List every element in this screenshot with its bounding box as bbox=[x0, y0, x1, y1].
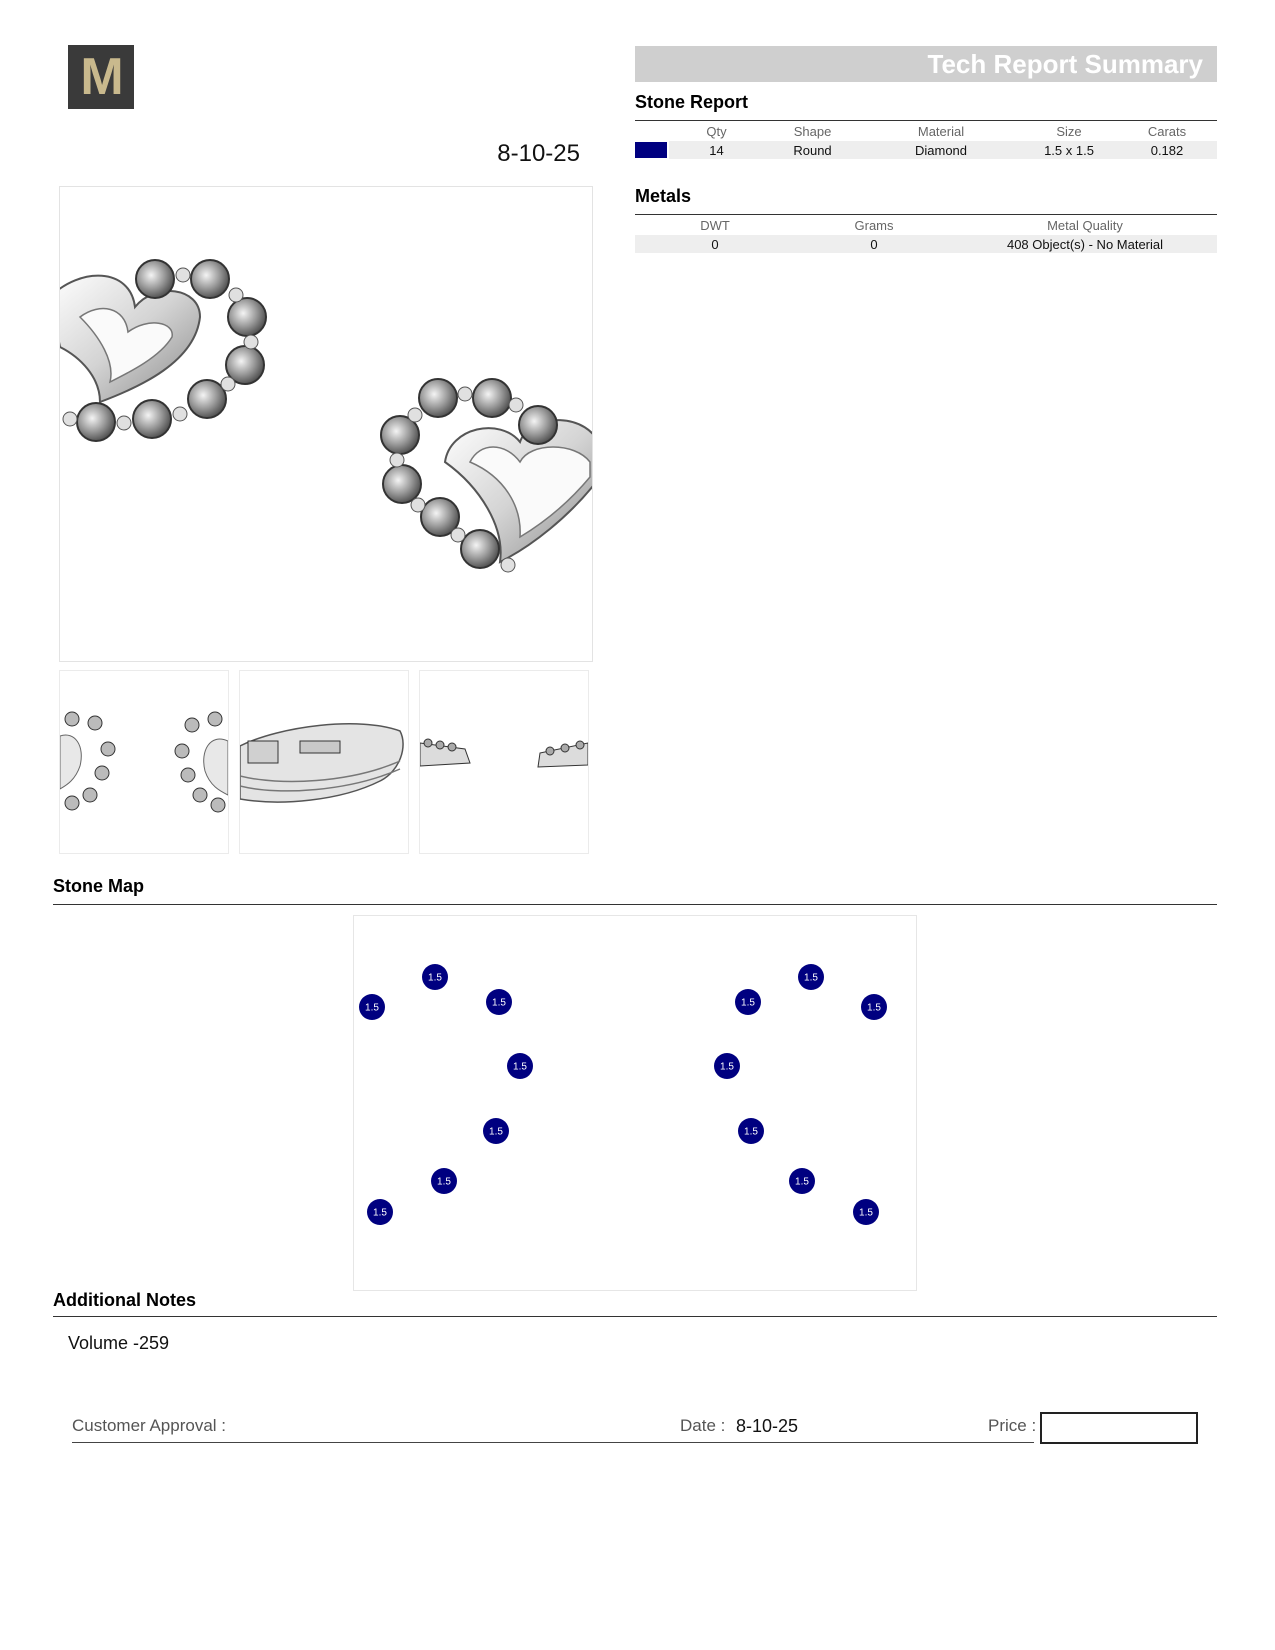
price-label: Price : bbox=[988, 1416, 1037, 1435]
price-input[interactable] bbox=[1040, 1412, 1198, 1444]
stone-marker-label: 1.5 bbox=[859, 1207, 873, 1219]
metals-rule bbox=[635, 214, 1217, 215]
metal-quality-cell: 408 Object(s) - No Material bbox=[953, 235, 1217, 253]
thumbnail-top-render bbox=[420, 671, 588, 853]
company-logo bbox=[68, 45, 134, 109]
stone-marker bbox=[359, 994, 385, 1020]
stone-map bbox=[353, 915, 917, 1291]
stone-marker-label: 1.5 bbox=[741, 997, 755, 1009]
thumbnail-side-view[interactable] bbox=[239, 670, 409, 854]
stone-marker bbox=[789, 1168, 815, 1194]
heart-earrings-render bbox=[60, 187, 592, 661]
stone-marker bbox=[367, 1199, 393, 1225]
stone-marker bbox=[738, 1118, 764, 1144]
thumbnail-top-view[interactable] bbox=[419, 670, 589, 854]
additional-notes-text: Volume -259 bbox=[68, 1333, 170, 1353]
material-column-header: Material bbox=[917, 124, 965, 139]
metals-header-row bbox=[635, 216, 1217, 235]
stone-marker-label: 1.5 bbox=[513, 1061, 527, 1073]
grams-column-header: Grams bbox=[854, 218, 894, 233]
stone-report-rule bbox=[635, 120, 1217, 121]
stone-marker bbox=[714, 1053, 740, 1079]
stone-report-header-row bbox=[635, 122, 1217, 141]
color-column-header bbox=[635, 122, 669, 141]
stone-map-canvas bbox=[354, 916, 916, 1290]
stone-report-title: Stone Report bbox=[635, 92, 749, 112]
report-title: Tech Report Summary bbox=[927, 49, 1203, 79]
main-product-image bbox=[59, 186, 593, 662]
carats-column-header: Carats bbox=[1147, 124, 1187, 139]
dwt-cell: 0 bbox=[635, 235, 795, 253]
approval-date-label: Date : bbox=[680, 1416, 726, 1435]
size-column-header: Size bbox=[1056, 124, 1082, 139]
stone-marker-label: 1.5 bbox=[804, 972, 818, 984]
logo-letter: M bbox=[80, 48, 122, 106]
stone-marker-label: 1.5 bbox=[867, 1002, 881, 1014]
stone-marker-label: 1.5 bbox=[489, 1126, 503, 1138]
carats-cell: 0.182 bbox=[1117, 141, 1217, 159]
stone-marker-label: 1.5 bbox=[795, 1176, 809, 1188]
stone-color-cell bbox=[635, 141, 669, 159]
thumbnail-front-render bbox=[60, 671, 228, 853]
customer-approval-label: Customer Approval : bbox=[72, 1416, 227, 1435]
stone-map-rule bbox=[53, 904, 1217, 905]
metals-table bbox=[635, 216, 1217, 253]
qty-cell: 14 bbox=[669, 141, 764, 159]
stone-marker-label: 1.5 bbox=[437, 1176, 451, 1188]
material-cell: Diamond bbox=[861, 141, 1021, 159]
shape-column-header: Shape bbox=[793, 124, 832, 139]
size-cell: 1.5 x 1.5 bbox=[1021, 141, 1117, 159]
stone-marker-label: 1.5 bbox=[428, 972, 442, 984]
stone-marker bbox=[486, 989, 512, 1015]
stone-report-table bbox=[635, 122, 1217, 159]
metals-title: Metals bbox=[635, 186, 692, 206]
grams-cell: 0 bbox=[795, 235, 953, 253]
stone-color-swatch bbox=[635, 142, 667, 158]
table-row bbox=[635, 235, 1217, 253]
table-row bbox=[635, 141, 1217, 159]
thumbnail-side-render bbox=[240, 671, 408, 853]
approval-date-value: 8-10-25 bbox=[736, 1416, 799, 1436]
approval-signature-line bbox=[72, 1442, 1034, 1443]
stone-marker-label: 1.5 bbox=[744, 1126, 758, 1138]
qty-column-header: Qty bbox=[706, 124, 727, 139]
stone-marker bbox=[853, 1199, 879, 1225]
stone-marker bbox=[735, 989, 761, 1015]
stone-marker bbox=[861, 994, 887, 1020]
stone-marker-label: 1.5 bbox=[365, 1002, 379, 1014]
stone-marker bbox=[431, 1168, 457, 1194]
stone-marker bbox=[422, 964, 448, 990]
thumbnail-front-view[interactable] bbox=[59, 670, 229, 854]
stone-marker bbox=[507, 1053, 533, 1079]
stone-marker-label: 1.5 bbox=[720, 1061, 734, 1073]
additional-notes-title: Additional Notes bbox=[53, 1290, 196, 1310]
report-date: 8-10-25 bbox=[497, 140, 580, 167]
header-banner bbox=[635, 46, 1217, 82]
stone-marker bbox=[798, 964, 824, 990]
stone-marker-label: 1.5 bbox=[373, 1207, 387, 1219]
shape-cell: Round bbox=[764, 141, 861, 159]
dwt-column-header: DWT bbox=[700, 218, 730, 233]
stone-map-title: Stone Map bbox=[53, 876, 145, 896]
stone-marker-label: 1.5 bbox=[492, 997, 506, 1009]
additional-notes-rule bbox=[53, 1316, 1217, 1317]
metal-quality-column-header: Metal Quality bbox=[1047, 218, 1123, 233]
stone-marker bbox=[483, 1118, 509, 1144]
